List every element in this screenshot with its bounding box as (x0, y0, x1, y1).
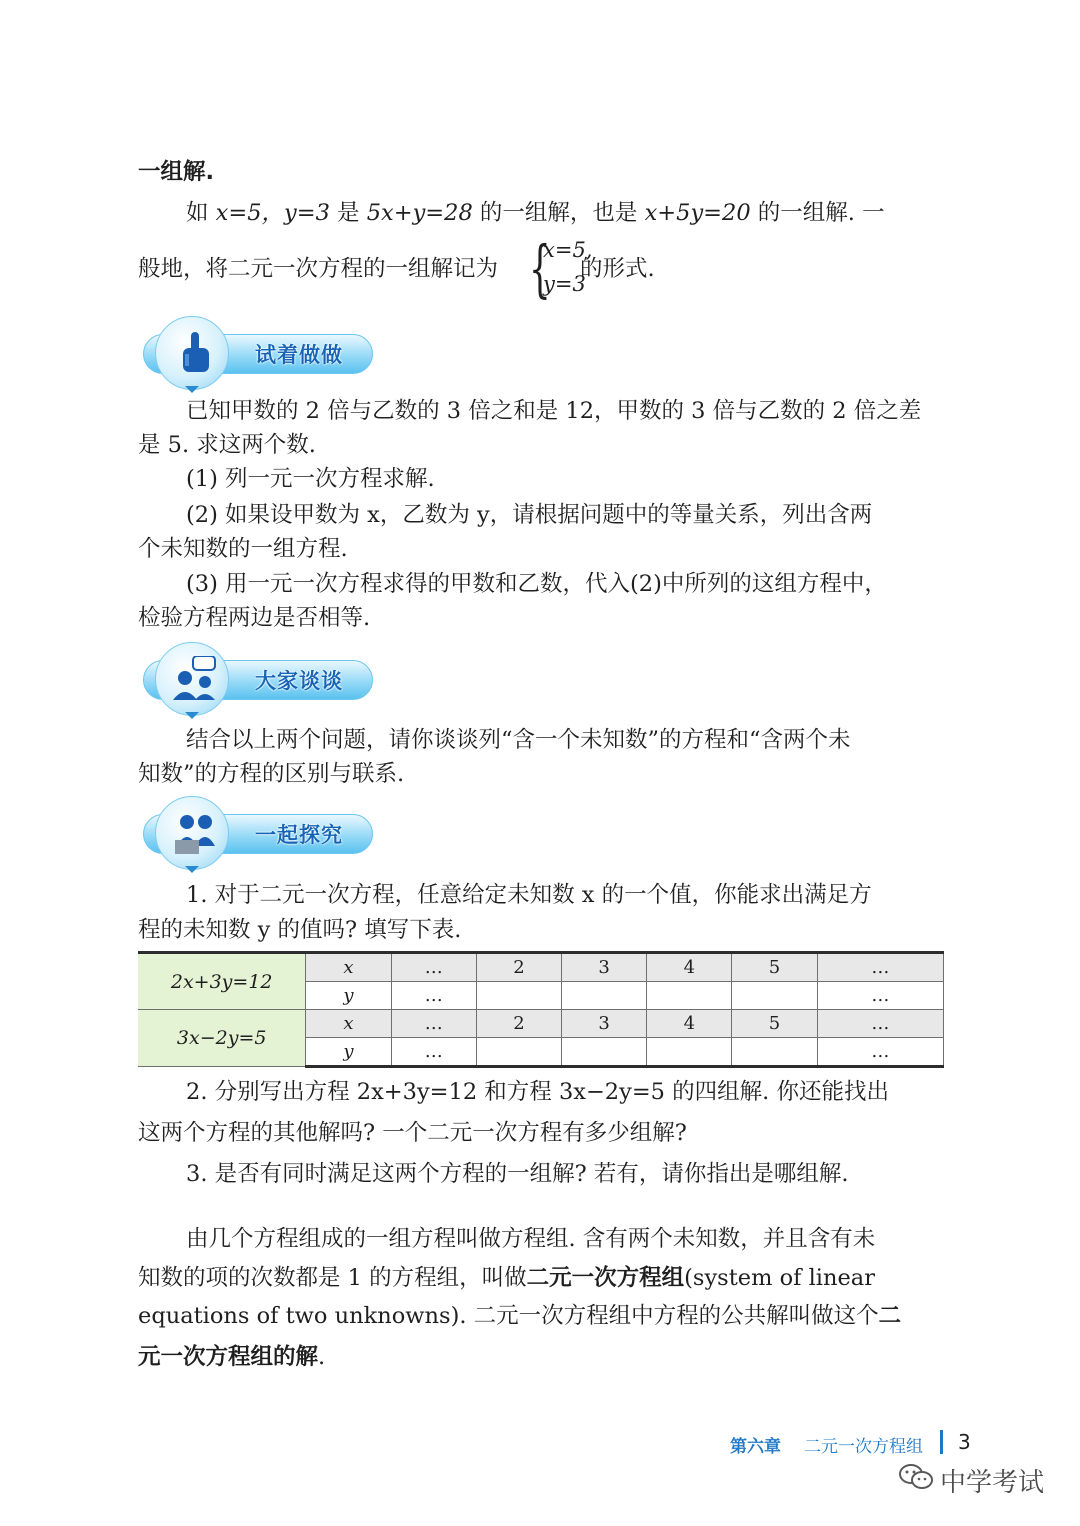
x-label-cell: x (306, 953, 391, 982)
text: 般地，将二元一次方程的一组解记为 (138, 256, 499, 282)
discuss-line2: 知数”的方程的区别与联系. (138, 761, 405, 787)
math-inline: 5x+y=28 (366, 200, 473, 226)
text: (system of linear (684, 1265, 875, 1291)
text: 的一组解. 一 (750, 200, 885, 226)
table-row (138, 953, 944, 982)
section-banner-explore (135, 810, 371, 856)
banner-arrow (185, 386, 199, 393)
y-cell: … (817, 1038, 943, 1067)
x-cell: 3 (562, 1010, 647, 1038)
y-label-cell: y (306, 982, 391, 1010)
explore-task2-line1: 2. 分别写出方程 2x+3y=12 和方程 3x−2y=5 的四组解. 你还能找出 (186, 1079, 889, 1105)
left-brace: { (529, 232, 551, 305)
y-cell: … (391, 982, 476, 1010)
x-label-cell: x (306, 1010, 391, 1038)
system-row-2: y=3 (543, 272, 586, 296)
explore-task1-line2: 程的未知数 y 的值吗? 填写下表. (138, 917, 462, 943)
definition-line3 (138, 1299, 944, 1333)
text: 是 (329, 200, 367, 226)
equation-system (529, 232, 609, 305)
pointing-hand-icon (171, 330, 219, 378)
text: 知数的项的次数都是 1 的方程组，叫做 (138, 1265, 527, 1291)
discuss-line1: 结合以上两个问题，请你谈谈列“含一个未知数”的方程和“含两个未 (186, 727, 851, 753)
x-cell: 5 (732, 1010, 817, 1038)
text: equations of two unknowns). 二元一次方程组中方程的公共解叫做这个 (138, 1303, 879, 1329)
y-cell[interactable] (647, 1038, 732, 1067)
banner-label: 试着做做 (255, 343, 343, 367)
text: 如 (186, 200, 216, 226)
math-inline: x+5y=20 (644, 200, 751, 226)
explore-task2-line2: 这两个方程的其他解吗? 一个二元一次方程有多少组解? (138, 1120, 687, 1146)
footer-title: 二元一次方程组 (804, 1437, 923, 1457)
definition-line4 (138, 1340, 944, 1374)
text: 的一组解，也是 (472, 200, 645, 226)
y-cell[interactable] (647, 982, 732, 1010)
y-cell: … (817, 982, 943, 1010)
try-question-3a: (3) 用一元一次方程求得的甲数和乙数，代入(2)中所列的这组方程中， (186, 571, 887, 597)
paragraph-solution-intro (138, 196, 944, 230)
try-problem-line2: 是 5. 求这两个数. (138, 432, 316, 458)
definition-line2 (138, 1261, 944, 1295)
try-question-3b: 检验方程两边是否相等. (138, 605, 371, 631)
x-cell: 5 (732, 953, 817, 982)
y-cell[interactable] (476, 982, 561, 1010)
system-row-1: x=5, (543, 238, 593, 262)
term-bold: 元一次方程组的解 (138, 1344, 319, 1370)
text: . (318, 1344, 326, 1370)
text: 的形式. (580, 256, 655, 282)
x-cell: … (391, 953, 476, 982)
y-cell[interactable] (732, 982, 817, 1010)
section-banner-discuss (135, 656, 371, 702)
term-bold: 二 (878, 1303, 902, 1329)
wechat-icon (898, 1462, 934, 1492)
y-cell[interactable] (476, 1038, 561, 1067)
equation-cell-2: 3x−2y=5 (138, 1010, 306, 1067)
x-cell: 2 (476, 1010, 561, 1038)
solution-table (138, 951, 944, 1068)
people-talking-icon (171, 656, 223, 704)
footer-divider (940, 1430, 943, 1454)
x-cell: … (391, 1010, 476, 1038)
watermark-text: 中学考试 (940, 1468, 1045, 1498)
y-cell[interactable] (562, 982, 647, 1010)
section-banner-try (135, 330, 371, 376)
x-cell: … (817, 953, 943, 982)
y-cell[interactable] (562, 1038, 647, 1067)
banner-arrow (185, 712, 199, 719)
y-cell[interactable] (732, 1038, 817, 1067)
x-cell: 2 (476, 953, 561, 982)
banner-label: 大家谈谈 (255, 669, 343, 693)
explore-task1-line1: 1. 对于二元一次方程，任意给定未知数 x 的一个值，你能求出满足方 (186, 882, 872, 908)
people-laptop-icon (171, 810, 223, 858)
try-question-2a: (2) 如果设甲数为 x，乙数为 y，请根据问题中的等量关系，列出含两 (186, 502, 873, 528)
page-number: 3 (958, 1430, 971, 1454)
try-problem-line1: 已知甲数的 2 倍与乙数的 3 倍之和是 12，甲数的 3 倍与乙数的 2 倍之差 (186, 398, 922, 424)
try-question-1: (1) 列一元一次方程求解. (186, 466, 435, 492)
continuation-line: 一组解. (138, 159, 215, 185)
x-cell: 4 (647, 1010, 732, 1038)
x-cell: 4 (647, 953, 732, 982)
y-cell: … (391, 1038, 476, 1067)
footer-chapter: 第六章 (730, 1437, 781, 1457)
term-bold: 二元一次方程组 (526, 1265, 685, 1291)
try-question-2b: 个未知数的一组方程. (138, 536, 348, 562)
explore-task3: 3. 是否有同时满足这两个方程的一组解? 若有，请你指出是哪组解. (186, 1161, 849, 1187)
banner-label: 一起探究 (255, 823, 343, 847)
y-label-cell: y (306, 1038, 391, 1067)
equation-cell-1: 2x+3y=12 (138, 953, 306, 1010)
table-row (138, 1010, 944, 1038)
banner-arrow (185, 866, 199, 873)
x-cell: … (817, 1010, 943, 1038)
math-inline: x=5，y=3 (215, 200, 330, 226)
x-cell: 3 (562, 953, 647, 982)
definition-line1: 由几个方程组成的一组方程叫做方程组. 含有两个未知数，并且含有未 (186, 1226, 876, 1252)
